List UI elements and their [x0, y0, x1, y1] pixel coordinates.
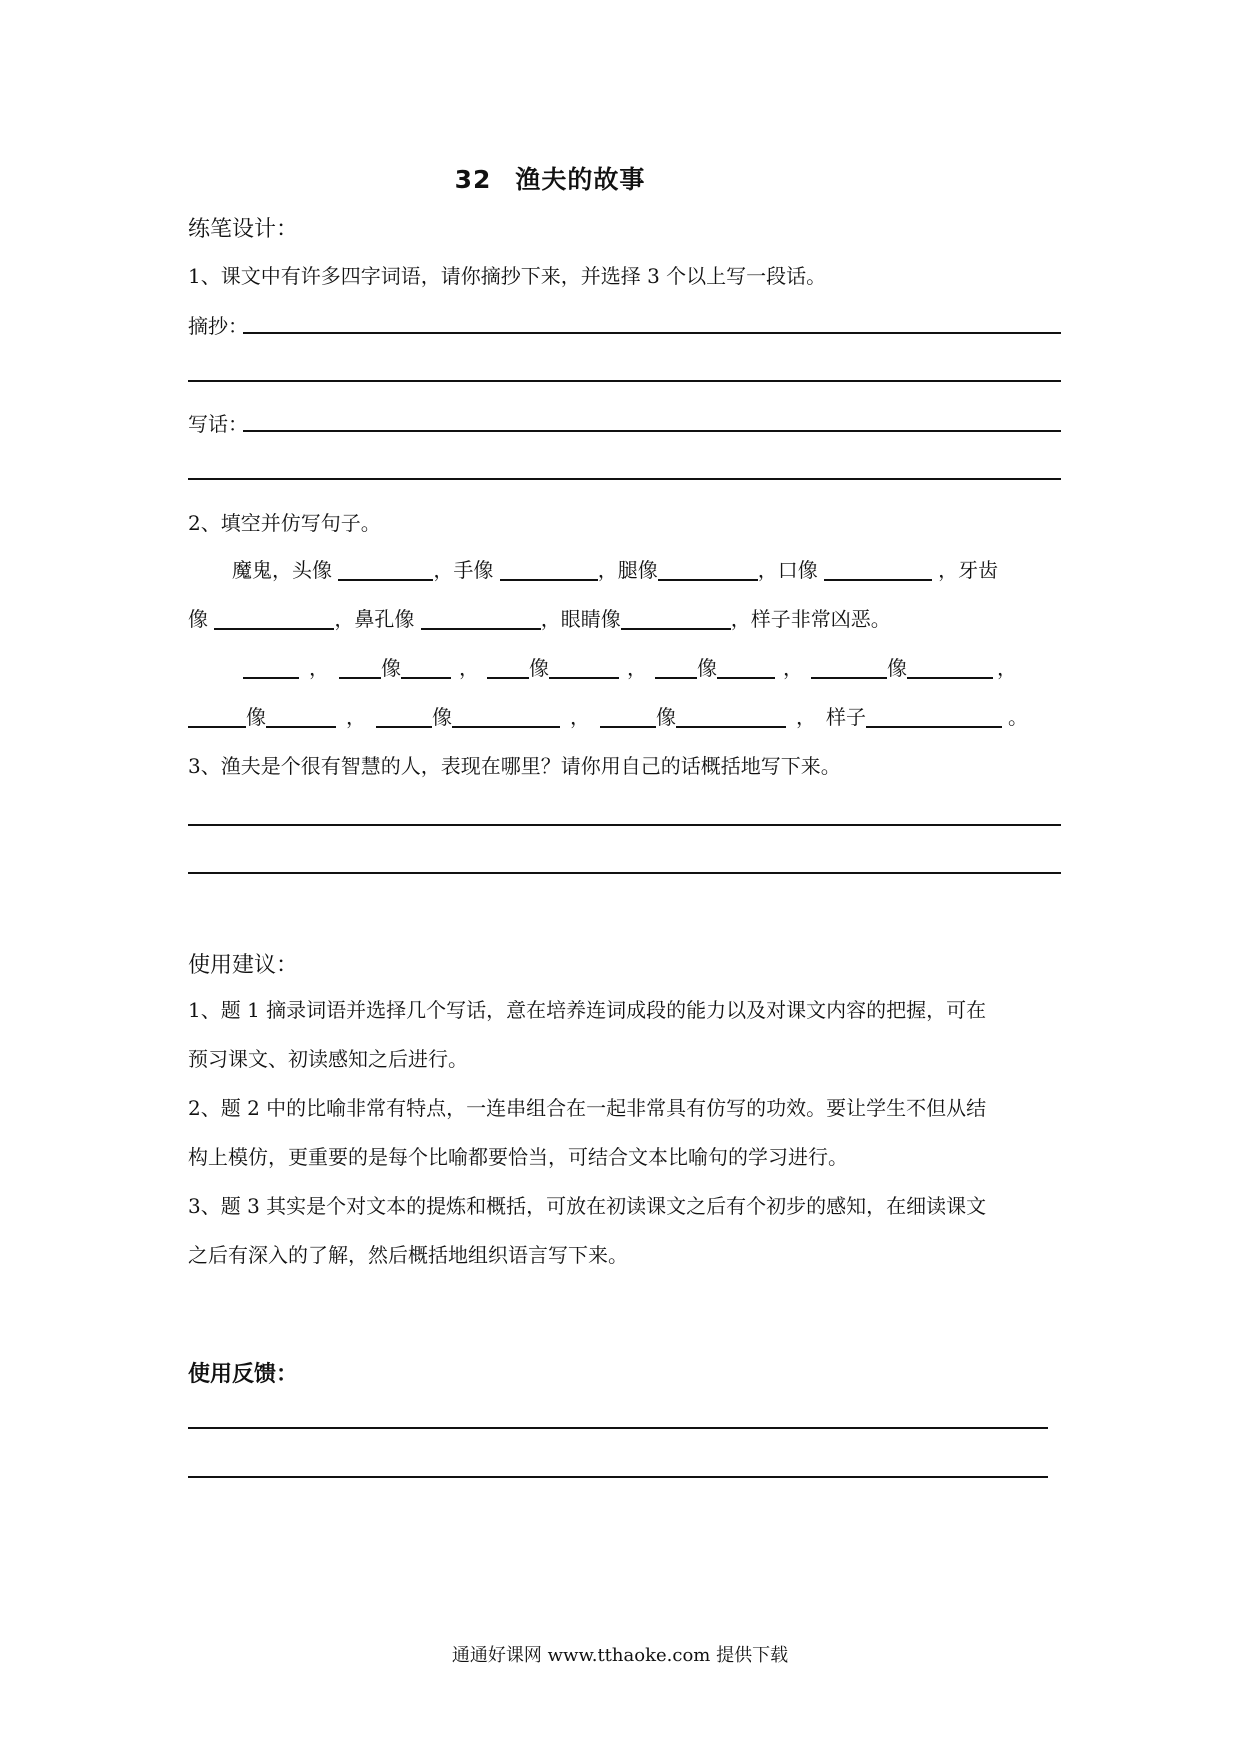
lesson-number: 32 [454, 165, 492, 194]
comma: ， [570, 705, 590, 729]
imitation-blank-subject[interactable] [243, 655, 299, 679]
question-2-text: 2、填空并仿写句子。 [188, 511, 381, 535]
question-3-text: 3、渔夫是个很有智慧的人，表现在哪里？请你用自己的话概括地写下来。 [188, 754, 841, 778]
write-answer-line-2[interactable] [188, 478, 1061, 480]
suggestions-heading: 使用建议： [188, 953, 299, 978]
imitation-blank-6a[interactable] [376, 704, 432, 728]
feedback-line-1[interactable] [188, 1427, 1048, 1429]
suggestion-line-4: 构上模仿，更重要的是每个比喻都要恰当，可结合文本比喻句的学习进行。 [188, 1145, 848, 1169]
comma: ， [796, 705, 816, 729]
q3-answer-line-2[interactable] [188, 872, 1061, 874]
practice-heading: 练笔设计： [188, 217, 299, 242]
like-word: 像 [529, 656, 549, 680]
suggestion-line-5: 3、题 3 其实是个对文本的提炼和概括，可放在初读课文之后有个初步的感知，在细读课文 [188, 1194, 987, 1218]
comma: ， [309, 656, 329, 680]
copy-answer-line-1[interactable] [243, 332, 1061, 334]
simile-text-end: ，样子非常凶恶。 [730, 607, 891, 631]
footer-credit: 通通好课网 www.tthaoke.com 提供下载 [451, 1645, 789, 1666]
simile-text-teeth-like: 像 [188, 607, 208, 631]
like-word: 像 [656, 705, 676, 729]
imitation-blank-2a[interactable] [487, 655, 529, 679]
imitation-line-1 [243, 652, 1017, 681]
simile-text-nostril: ，鼻孔像 [334, 607, 415, 631]
like-word: 像 [697, 656, 717, 680]
blank-eyes[interactable] [621, 606, 731, 630]
page-title [0, 160, 1100, 196]
q3-answer-line-1[interactable] [188, 824, 1061, 826]
imitation-blank-3b[interactable] [717, 655, 775, 679]
imitation-blank-3a[interactable] [655, 655, 697, 679]
imitation-blank-2b[interactable] [549, 655, 619, 679]
simile-text-teeth: ，牙齿 [938, 558, 999, 582]
copy-label: 摘抄： [188, 314, 248, 338]
imitation-blank-7a[interactable] [600, 704, 656, 728]
simile-text-leg: ，腿像 [597, 558, 658, 582]
imitation-blank-4b[interactable] [907, 655, 993, 679]
comma: ， [783, 656, 803, 680]
comma: ， [346, 705, 366, 729]
suggestion-line-3: 2、题 2 中的比喻非常有特点，一连串组合在一起非常具有仿写的功效。要让学生不但从结 [188, 1096, 987, 1120]
simile-text-head: 魔鬼，头像 [232, 558, 332, 582]
blank-teeth[interactable] [214, 606, 334, 630]
copy-answer-line-2[interactable] [188, 380, 1061, 382]
period: 。 [1008, 705, 1028, 729]
imitation-blank-5b[interactable] [266, 704, 336, 728]
comma: ， [997, 656, 1017, 680]
blank-hand[interactable] [500, 557, 598, 581]
like-word: 像 [246, 705, 266, 729]
imitation-blank-1a[interactable] [339, 655, 381, 679]
suggestion-line-2: 预习课文、初读感知之后进行。 [188, 1047, 468, 1071]
suggestion-line-6: 之后有深入的了解，然后概括地组织语言写下来。 [188, 1243, 628, 1267]
lesson-title: 渔夫的故事 [515, 165, 646, 194]
feedback-heading: 使用反馈： [188, 1362, 299, 1387]
like-word: 像 [887, 656, 907, 680]
simile-text-mouth: ，口像 [757, 558, 818, 582]
imitation-line-2 [188, 701, 1028, 730]
imitation-blank-7b[interactable] [676, 704, 786, 728]
question-1-text: 1、课文中有许多四字词语，请你摘抄下来，并选择 3 个以上写一段话。 [188, 264, 827, 288]
imitation-blank-6b[interactable] [452, 704, 560, 728]
imitation-blank-1b[interactable] [401, 655, 451, 679]
simile-text-hand: ，手像 [433, 558, 494, 582]
appearance-word: 样子 [826, 705, 866, 729]
write-label: 写话： [188, 412, 248, 436]
like-word: 像 [381, 656, 401, 680]
comma: ， [627, 656, 647, 680]
blank-head[interactable] [338, 557, 433, 581]
simile-text-eyes: ，眼睛像 [540, 607, 621, 631]
comma: ， [459, 656, 479, 680]
write-answer-line-1[interactable] [243, 430, 1061, 432]
blank-leg[interactable] [658, 557, 758, 581]
imitation-blank-appearance[interactable] [866, 704, 1002, 728]
imitation-blank-4a[interactable] [811, 655, 887, 679]
feedback-line-2[interactable] [188, 1476, 1048, 1478]
imitation-blank-5a[interactable] [188, 704, 246, 728]
like-word: 像 [432, 705, 452, 729]
blank-mouth[interactable] [824, 557, 932, 581]
simile-line-2 [188, 603, 891, 632]
blank-nostril[interactable] [421, 606, 541, 630]
suggestion-line-1: 1、题 1 摘录词语并选择几个写话，意在培养连词成段的能力以及对课文内容的把握，可在 [188, 998, 987, 1022]
simile-line-1 [232, 554, 998, 583]
